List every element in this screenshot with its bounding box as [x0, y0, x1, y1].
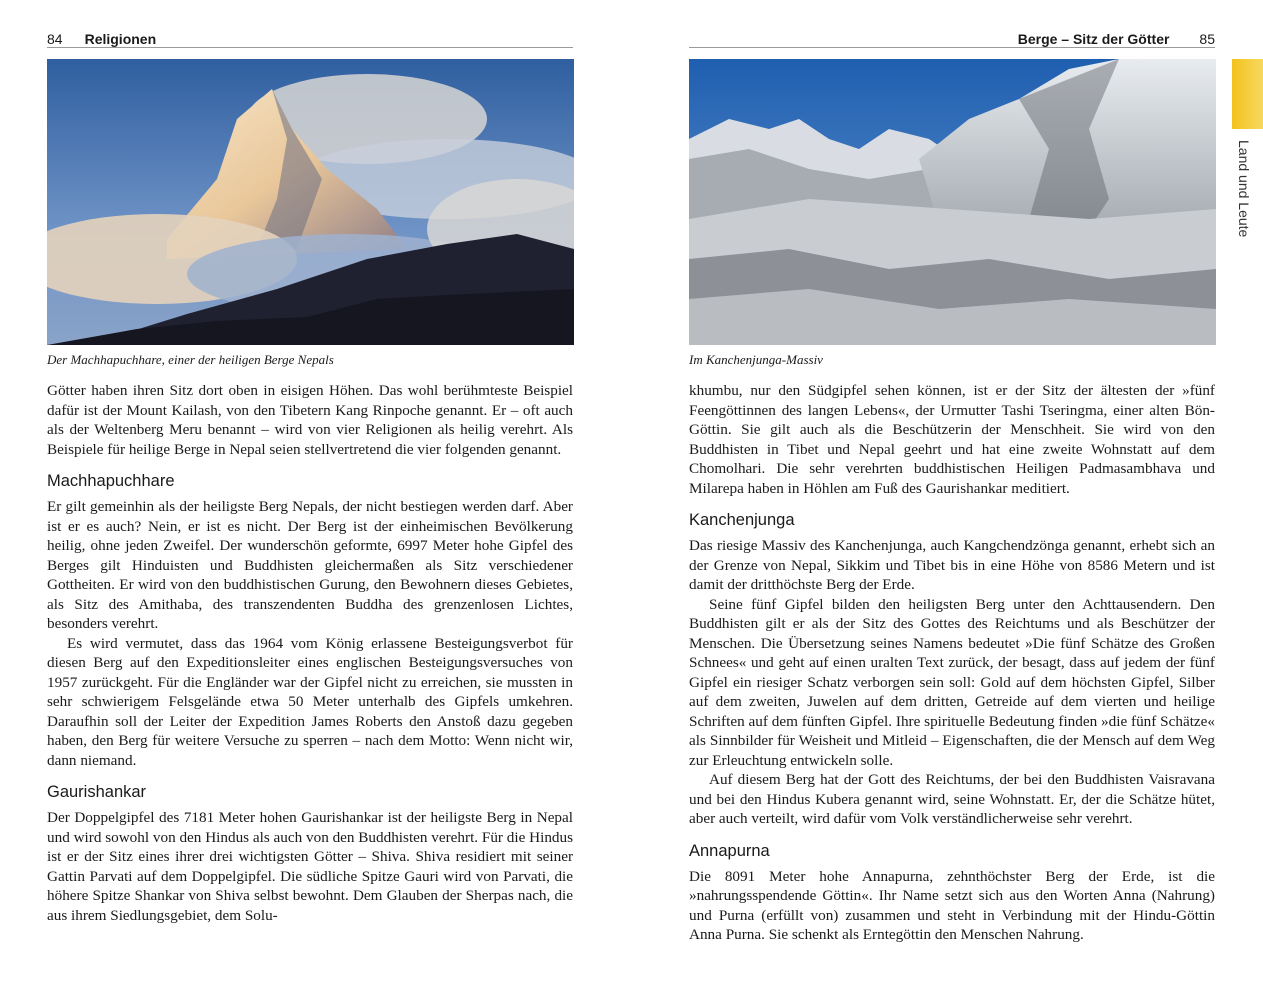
right-header-rule	[689, 47, 1215, 48]
right-text-column	[689, 381, 1215, 945]
chapter-side-label-text: Land und Leute	[1236, 140, 1252, 238]
machhapuchhare-paragraph-2: Es wird vermutet, dass das 1964 vom König erlassene Besteigungsverbot für diesen Berg auf den Expeditionsleiter eines englischen Besteigungsversuches von 1957 zurückgeht. Für die Engländer war der Gipfel nicht zu erreichen, sie mussten in sehr schwierigem Felsgelände etwa 50 Meter unterhalb des Gipfels umkehren. Daraufhin soll der Leiter der Expedition James Roberts den Anstoß dazu gegeben haben, den Berg für weitere Versuche zu sperren – nach dem Motto: Wenn nicht wir, dann niemand.	[47, 634, 573, 769]
left-running-header	[47, 30, 156, 48]
machhapuchhare-paragraph-1: Er gilt gemeinhin als der heiligste Berg Nepals, der nicht bestiegen werden darf. Aber ist er es auch? Nein, er ist es nicht. Der Berg ist der einheimischen Bevölkerung heilig, ohne jeden Zweifel. Der wunderschön geformte, 6997 Meter hohe Gipfel des Berges gilt Hinduisten und Buddhisten gleichermaßen als Sitz verschiedener Gottheiten. Er wird von den buddhistischen Gurung, den Bewohnern dieses Gebietes, als Sitz des Amithaba, des transzendenten Buddha des grenzenlosen Lichtes, besonders verehrt.	[47, 498, 573, 632]
heading-machhapuchhare: Machhapuchhare	[47, 472, 175, 490]
kanchenjunga-paragraph-3: Auf diesem Berg hat der Gott des Reichtums, der bei den Buddhisten Vaisravana und bei den Hindus Kubera genannt wird, seine Wohnstatt. Er, der die Schätze hütet, aber auch verteilt, wird dafür vom Volk verständlicherweise sehr verehrt.	[689, 771, 1215, 827]
chapter-side-label	[1230, 140, 1260, 250]
right-page-number: 85	[1199, 31, 1215, 47]
kanchenjunga-paragraph-2: Seine fünf Gipfel bilden den heiligsten Berg unter den Achttausendern. Den Buddhisten gilt er als der Sitz des Gottes des Reichtums und als Beschützer der Menschen. Die Übersetzung seines Namens bedeutet »Die fünf Schätze des Großen Schnees« und geht auf einen uralten Text zurück, der besagt, dass auf jedem der fünf Gipfel ein riesiger Schatz verborgen sein soll: Gold auf dem höchsten Gipfel, Silber auf dem zweiten, Juwelen auf dem dritten, Getreide auf dem vierten und heilige Schriften auf dem fünften Gipfel. Ihre spirituelle Bedeutung finden »die fünf Schätze« als Sinnbilder für Weisheit und Mitleid – Eigenschaften, die der Mensch auf dem Weg zur Erleuchtung entwickeln solle.	[689, 595, 1215, 769]
left-photo-caption: Der Machhapuchhare, einer der heiligen Berge Nepals	[47, 352, 334, 367]
right-running-head-title: Berge – Sitz der Götter	[1017, 31, 1170, 47]
gaurishankar-paragraph-1: Der Doppelgipfel des 7181 Meter hohen Gaurishankar ist der heiligste Berg in Nepal und wird sowohl von den Hindus als auch von den Buddhisten verehrt. Für die Hindus ist er der Sitz eines ihrer drei wichtigsten Götter – Shiva. Shiva residiert mit seiner Gattin Parvati auf dem Doppelgipfel. Die südliche Spitze Gauri wird von Parvati, die höhere Spitze Shankar von Shiva selbst bewohnt. Dem Glauben der Sherpas nach, die aus ihrem Siedlungsgebiet, dem Solu-	[47, 809, 574, 924]
left-text-column	[47, 381, 573, 925]
left-running-head-title: Religionen	[84, 31, 157, 47]
heading-annapurna: Annapurna	[689, 841, 770, 860]
left-intro-paragraph: Götter haben ihren Sitz dort oben in eisigen Höhen. Das wohl berühmteste Beispiel dafür ist der Mount Kailash, von den Tibetern Kang Rinpoche genannt. Er – oft auch als der Weltenberg Meru benannt – wird von vier Religionen als heilig verehrt. Als Beispiele für heilige Berge in Nepal seien stellvertretend die vier folgenden genannt.	[47, 382, 573, 458]
machhapuchhare-photo	[47, 59, 574, 345]
gaurishankar-continuation-paragraph: khumbu, nur den Südgipfel sehen können, ist er der Sitz der ältesten der »fünf Feengöttinnen des langen Lebens«, der Urmutter Tashi Tseringma, einer alten Bön-Göttin. Sie gilt auch als die Beschützerin der Menschheit. Sie wird von den Buddhisten in Tibet und Nepal geehrt und hat eine zweite Wohnstatt auf dem Chomolhari. Die sehr verehrten buddhistischen Heiligen Padmasambhava und Milarepa haben in Höhlen am Fuß des Gaurishankar meditiert.	[689, 382, 1215, 497]
left-page-number: 84	[47, 31, 63, 47]
left-header-rule	[47, 47, 573, 48]
heading-kanchenjunga: Kanchenjunga	[689, 511, 795, 529]
annapurna-paragraph-1: Die 8091 Meter hohe Annapurna, zehnthöchster Berg der Erde, ist die »nahrungsspendende Göttin«. Ihr Name setzt sich aus den Worten Anna (Nahrung) und Purna (erfüllt von) zusammen und steht in Verbindung mit der Hindu-Göttin Anna Purna. Sie schenkt als Erntegöttin den Menschen Nahrung.	[689, 867, 1215, 943]
kanchenjunga-photo	[689, 59, 1216, 345]
right-photo-caption: Im Kanchenjunga-Massiv	[689, 352, 823, 367]
chapter-tab	[1232, 59, 1263, 129]
right-running-header	[689, 30, 1215, 48]
heading-gaurishankar: Gaurishankar	[47, 783, 147, 801]
kanchenjunga-paragraph-1: Das riesige Massiv des Kanchenjunga, auch Kangchendzönga genannt, erhebt sich an der Grenze von Nepal, Sikkim und Tibet bis in eine Höhe von 8586 Metern und ist damit der dritthöchste Berg der Erde.	[689, 537, 1215, 593]
